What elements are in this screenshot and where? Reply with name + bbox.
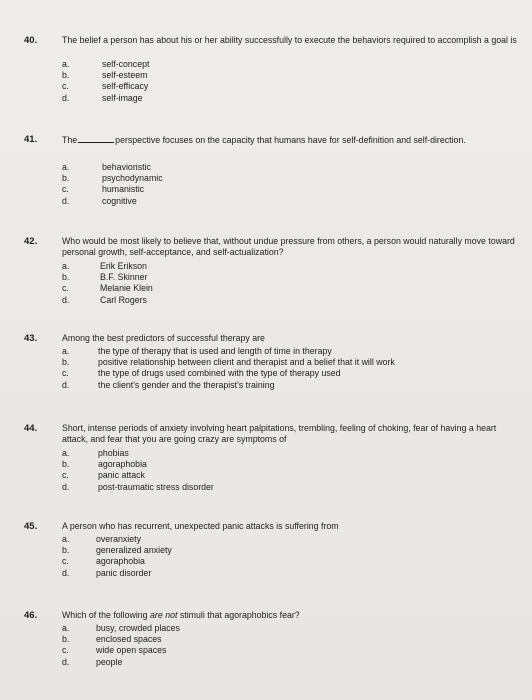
question-text: Which of the following are not stimuli that agoraphobics fear? bbox=[62, 610, 300, 620]
answer-options bbox=[62, 261, 522, 306]
option-b: b. positive relationship between client and therapist and a belief that it will work bbox=[62, 357, 395, 368]
answer-options bbox=[62, 623, 522, 668]
option-c: c. wide open spaces bbox=[62, 645, 167, 656]
question-number: 40. bbox=[24, 35, 38, 46]
option-d: d. post-traumatic stress disorder bbox=[62, 481, 214, 492]
option-d: d. Carl Rogers bbox=[62, 294, 147, 305]
question-text: Short, intense periods of anxiety involving heart palpitations, trembling, feeling of choking, fear of having a heart attack, and fear that you are going crazy are symptoms of bbox=[62, 423, 497, 444]
question-number: 41. bbox=[24, 134, 38, 145]
answer-options bbox=[62, 162, 522, 207]
option-d: d. panic disorder bbox=[62, 567, 152, 578]
option-b: b. enclosed spaces bbox=[62, 634, 162, 645]
question-number: 43. bbox=[24, 333, 38, 344]
option-d: d. self-image bbox=[62, 92, 143, 103]
option-b: b. B.F. Skinner bbox=[62, 272, 148, 283]
question-text: The belief a person has about his or her ability successfully to execute the behaviors required to accomplish a goal is bbox=[62, 35, 517, 45]
option-a: a. the type of therapy that is used and length of time in therapy bbox=[62, 346, 332, 356]
answer-options bbox=[62, 59, 522, 104]
option-c: c. the type of drugs used combined with the type of therapy used bbox=[62, 368, 341, 379]
question-text: Among the best predictors of successful therapy are bbox=[62, 333, 265, 343]
option-c: c. humanistic bbox=[62, 184, 145, 195]
question-number: 46. bbox=[24, 610, 38, 621]
question-number: 45. bbox=[24, 521, 38, 532]
question-number: 42. bbox=[24, 236, 38, 247]
option-b: b. generalized anxiety bbox=[62, 545, 172, 556]
option-a: a. Erik Erikson bbox=[62, 261, 147, 271]
option-c: c. Melanie Klein bbox=[62, 283, 153, 294]
option-d: d. the client's gender and the therapist's training bbox=[62, 379, 275, 390]
option-a: a. phobias bbox=[62, 448, 129, 458]
question-text: Who would be most likely to believe that, without undue pressure from others, a person would naturally move toward personal growth, self-acceptance, and self-actualization? bbox=[62, 236, 515, 257]
option-a: a. busy, crowded places bbox=[62, 623, 180, 633]
option-a: a. behavioristic bbox=[62, 162, 151, 172]
answer-options bbox=[62, 346, 522, 391]
question-number: 44. bbox=[24, 423, 38, 434]
option-c: c. agoraphobia bbox=[62, 556, 145, 567]
answer-options bbox=[62, 448, 522, 493]
option-b: b. agoraphobia bbox=[62, 459, 147, 470]
option-a: a. self-concept bbox=[62, 59, 150, 69]
question-text: A person who has recurrent, unexpected panic attacks is suffering from bbox=[62, 521, 339, 531]
option-d: d. people bbox=[62, 656, 123, 667]
option-b: b. self-esteem bbox=[62, 70, 148, 81]
question-text: The perspective focuses on the capacity that humans have for self-definition and self-direction. bbox=[62, 135, 466, 145]
option-b: b. psychodynamic bbox=[62, 173, 163, 184]
option-c: c. self-efficacy bbox=[62, 81, 149, 92]
option-d: d. cognitive bbox=[62, 195, 137, 206]
answer-options bbox=[62, 534, 522, 579]
option-c: c. panic attack bbox=[62, 470, 145, 481]
fill-in-blank bbox=[78, 134, 114, 143]
option-a: a. overanxiety bbox=[62, 534, 141, 544]
